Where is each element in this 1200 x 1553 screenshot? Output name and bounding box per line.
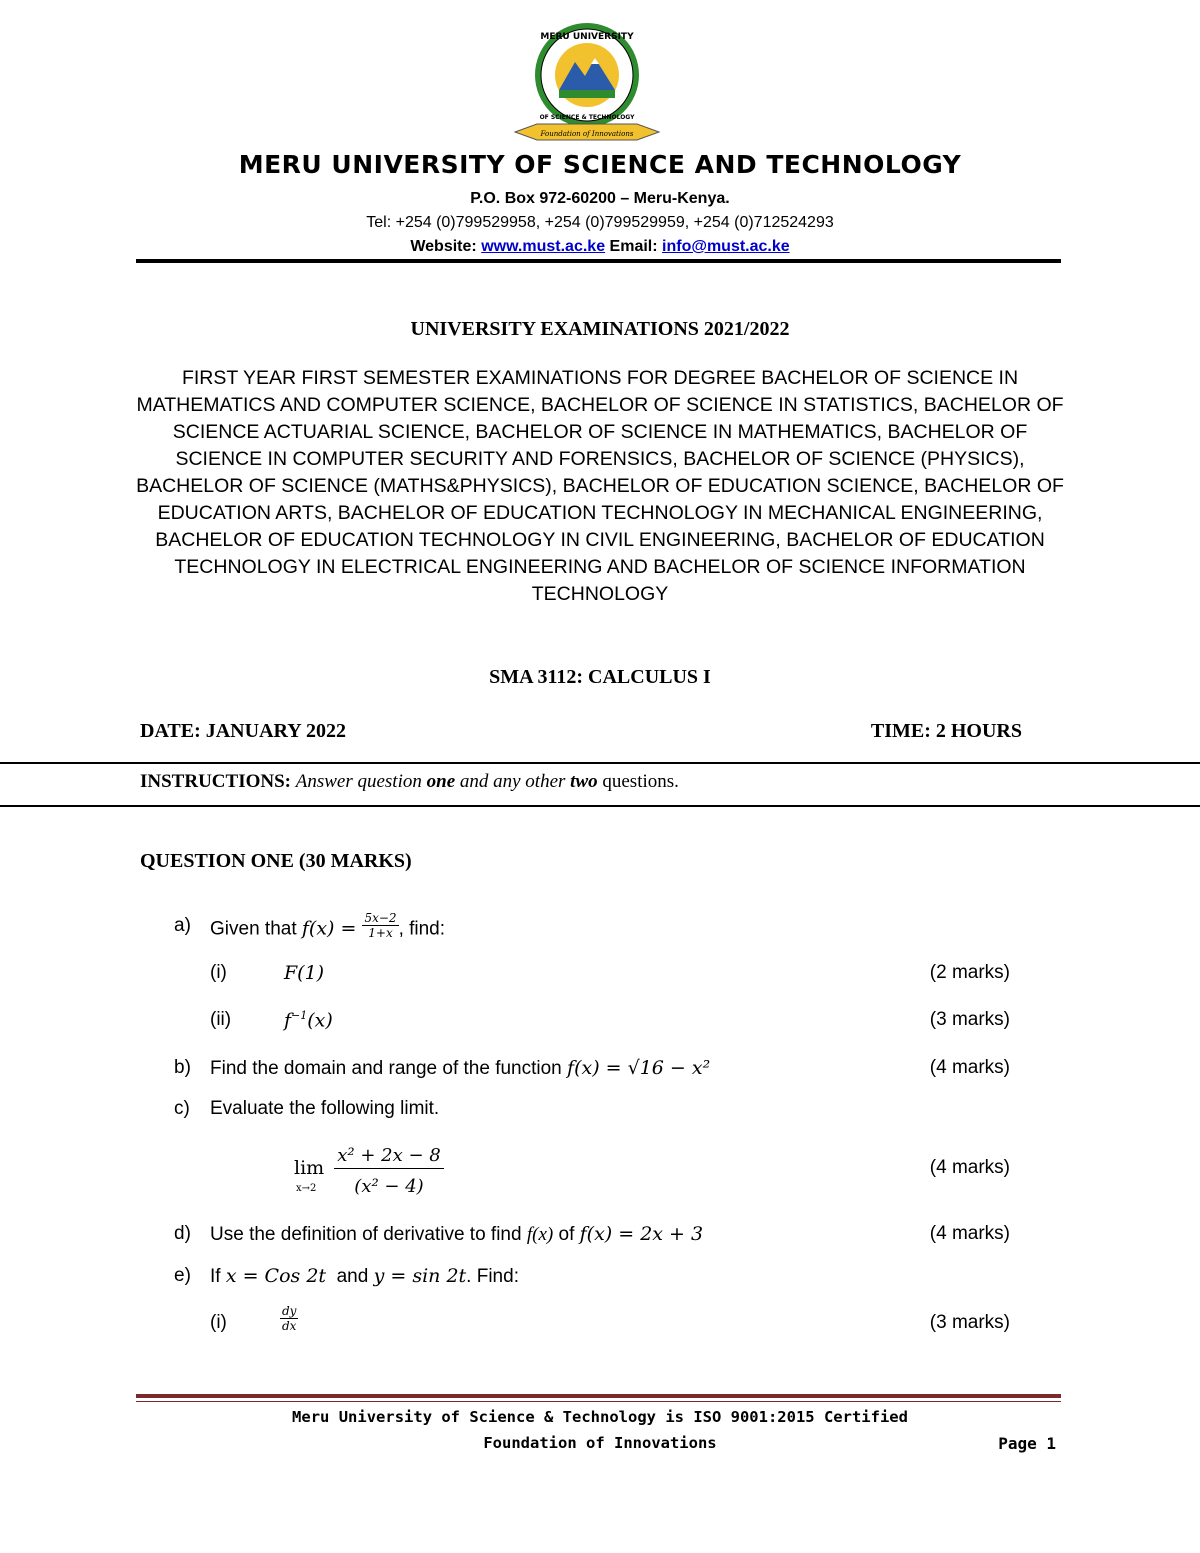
e-text-1: If: [210, 1266, 226, 1287]
instructions-text-1: Answer question: [295, 771, 427, 792]
e-math-1: x = Cos 2t: [225, 1265, 327, 1287]
derivative-denominator: dx: [282, 1319, 297, 1333]
limit-numerator: x² + 2x − 8: [334, 1145, 444, 1169]
footer-motto: Foundation of Innovations: [483, 1434, 717, 1452]
b-math: f(x) = √16 − x²: [567, 1057, 711, 1079]
b-text: Find the domain and range of the function: [210, 1058, 568, 1079]
footer-divider-thick: [136, 1394, 1061, 1398]
a-text-2: , find:: [398, 918, 446, 940]
university-logo: [507, 20, 667, 150]
instructions-one: one: [426, 771, 456, 792]
page-number: Page 1: [998, 1434, 1056, 1453]
instructions: [140, 771, 679, 793]
telephone: Tel: +254 (0)799529958, +254 (0)799529959, +254 (0)712524293: [366, 214, 834, 231]
logo-text-bottom: OF SCIENCE & TECHNOLOGY: [539, 114, 635, 121]
a-numerator: 5x−2: [364, 911, 397, 925]
e-text-2: and: [326, 1266, 374, 1287]
exam-date: DATE: JANUARY 2022: [140, 720, 346, 742]
a-function: f(x) =: [301, 917, 363, 940]
d-text-1: Use the definition of derivative to find: [210, 1224, 527, 1245]
instructions-two: two: [570, 771, 598, 792]
derivative-fraction: [280, 1304, 298, 1333]
inverse-sup: −1: [291, 1009, 308, 1022]
derivative-numerator: dy: [282, 1304, 297, 1318]
limit-symbol: lim: [294, 1157, 325, 1179]
email-link[interactable]: info@must.ac.ke: [662, 238, 790, 255]
marks: (4 marks): [929, 1157, 1010, 1178]
item-text: [210, 1223, 703, 1246]
d-italic: f(x): [526, 1224, 554, 1245]
d-text-2: of: [553, 1224, 580, 1245]
sub-label: (ii): [210, 1009, 232, 1030]
marks: (3 marks): [929, 1009, 1010, 1030]
item-text: [210, 911, 446, 944]
a-denominator: 1+x: [368, 926, 393, 940]
item-text: Evaluate the following limit.: [210, 1098, 440, 1119]
course-title: SMA 3112: CALCULUS I: [489, 666, 711, 688]
po-box: P.O. Box 972-60200 – Meru-Kenya.: [470, 190, 730, 207]
marks: (3 marks): [929, 1312, 1010, 1333]
d-math: f(x) = 2x + 3: [579, 1223, 704, 1245]
item-letter: c): [174, 1098, 190, 1119]
inverse-f: f: [284, 1009, 292, 1032]
instructions-top-rule: [0, 762, 1200, 764]
instructions-label: INSTRUCTIONS:: [140, 771, 291, 792]
marks: (4 marks): [929, 1057, 1010, 1078]
a-text-1: Given that: [210, 918, 302, 940]
sub-expression: [284, 1009, 333, 1031]
sub-expression: F(1): [284, 962, 325, 984]
website-link[interactable]: www.must.ac.ke: [481, 238, 606, 255]
instructions-text-2: and any other: [455, 771, 571, 792]
marks: (2 marks): [929, 962, 1010, 983]
inverse-arg: (x): [307, 1009, 333, 1032]
e-text-3: . Find:: [466, 1266, 519, 1287]
instructions-text-3: questions.: [597, 771, 679, 792]
email-label: Email:: [609, 238, 658, 255]
a-fraction: [362, 911, 398, 940]
logo-motto: Foundation of Innovations: [540, 130, 634, 138]
question-title: QUESTION ONE (30 MARKS): [140, 850, 412, 872]
item-text: [210, 1265, 519, 1288]
limit-denominator: (x² − 4): [354, 1176, 424, 1197]
header-divider: [136, 259, 1061, 263]
instructions-bottom-rule: [0, 805, 1200, 807]
item-letter: d): [174, 1223, 191, 1244]
programme-list: FIRST YEAR FIRST SEMESTER EXAMINATIONS FOR DEGREE BACHELOR OF SCIENCE IN MATHEMATICS AND COMPUTER SCIENCE, BACHELOR OF SCIENCE IN STATISTICS, BACHELOR OF SCIENCE ACTUARIAL SCIENCE, BACHELOR OF SCIENCE IN MATHEMATICS, BACHELOR OF SCIENCE IN COMPUTER SECURITY AND FORENSICS, BACHELOR OF SCIENCE (PHYSICS), BACHELOR OF SCIENCE (MATHS&PHYSICS), BACHELOR OF EDUCATION SCIENCE, BACHELOR OF EDUCATION ARTS, BACHELOR OF EDUCATION TECHNOLOGY IN MECHANICAL ENGINEERING, BACHELOR OF EDUCATION TECHNOLOGY IN CIVIL ENGINEERING, BACHELOR OF EDUCATION TECHNOLOGY IN ELECTRICAL ENGINEERING AND BACHELOR OF SCIENCE INFORMATION TECHNOLOGY: [136, 367, 1064, 605]
item-text: [210, 1057, 710, 1080]
website-label: Website:: [410, 238, 477, 255]
question-a: [140, 911, 1010, 943]
item-letter: a): [174, 915, 191, 936]
exam-time: TIME: 2 HOURS: [870, 720, 1022, 742]
footer-divider-thin: [136, 1401, 1061, 1402]
sub-label: (i): [210, 962, 227, 983]
sub-label: (i): [210, 1312, 227, 1333]
e-math-2: y = sin 2t: [373, 1265, 467, 1287]
item-letter: e): [174, 1265, 191, 1286]
university-name: MERU UNIVERSITY OF SCIENCE AND TECHNOLOGY: [238, 150, 962, 179]
item-letter: b): [174, 1057, 191, 1078]
question-c-limit: [140, 1145, 1010, 1205]
logo-text-top: MERU UNIVERSITY: [540, 32, 634, 42]
limit-subscript: x→2: [296, 1183, 317, 1194]
exam-title: UNIVERSITY EXAMINATIONS 2021/2022: [410, 318, 790, 340]
footer-certification: Meru University of Science & Technology is ISO 9001:2015 Certified: [292, 1408, 908, 1426]
contact-line: [0, 238, 1200, 256]
marks: (4 marks): [929, 1223, 1010, 1244]
